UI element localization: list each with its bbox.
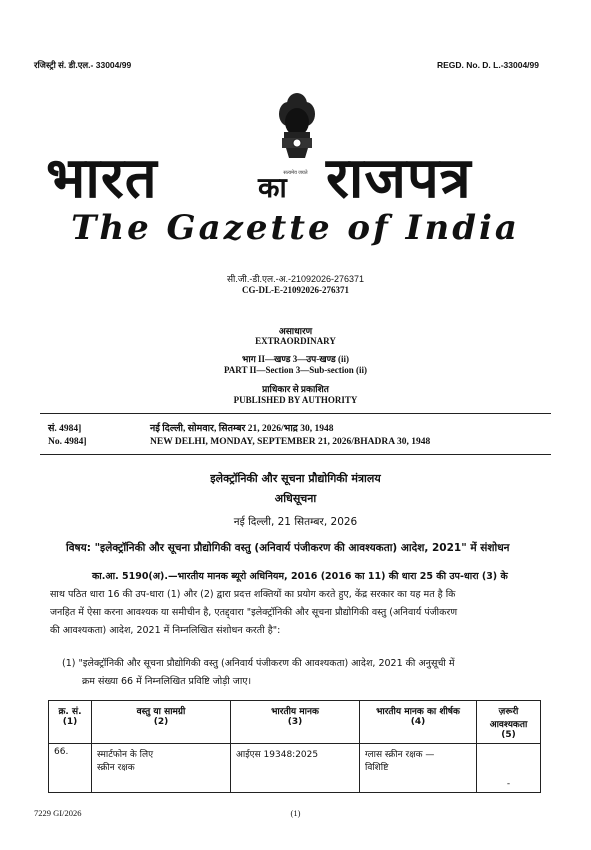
masthead-hindi-ka: का — [258, 171, 287, 204]
notification-subject: विषय: "इलेक्ट्रॉनिकी और सूचना प्रौद्योगिकी वस्तु (अनिवार्य पंजीकरण की आवश्यकता) आदेश, 2021" में संशोधन — [66, 542, 510, 554]
cgdl-number-english: CG-DL-E-21092026-276371 — [242, 285, 349, 295]
masthead-hindi — [0, 142, 591, 212]
table-cell-standard: आईएस 19348:2025 — [231, 744, 360, 793]
table-row — [49, 744, 541, 793]
authority-hindi: प्राधिकार से प्रकाशित — [262, 384, 329, 394]
masthead-english: The Gazette of India — [71, 208, 520, 248]
rule-bottom — [40, 454, 551, 455]
table-header-requirement: ज़रूरी आवश्यकता (5) — [477, 701, 541, 744]
emblem-motto: सत्यमेव जयते — [283, 171, 308, 176]
table-cell-requirement: - — [477, 744, 541, 793]
issue-number-english: No. 4984] — [48, 437, 87, 447]
part-section-hindi: भाग II—खण्ड 3—उप-खण्ड (ii) — [242, 354, 349, 364]
notification-heading: अधिसूचना — [274, 492, 317, 505]
para1-line2: साथ पठित धारा 16 की उप-धारा (1) और (2) द्वारा प्रदत्त शक्तियों का प्रयोग करते हुए, केंद्र सरकार का यह मत है कि — [50, 589, 456, 600]
notification-dateline: नई दिल्ली, 21 सितम्बर, 2026 — [233, 516, 358, 528]
table-cell-sno: 66. — [49, 744, 92, 793]
part-section-english: PART II—Section 3—Sub-section (ii) — [223, 365, 368, 375]
table-header-title: भारतीय मानक का शीर्षक (4) — [360, 701, 477, 744]
masthead-hindi-bharat: भारत — [46, 146, 158, 211]
table-header-sno: क्र. सं. (1) — [49, 701, 92, 744]
issue-number-hindi: सं. 4984] — [48, 424, 82, 434]
table-cell-item: स्मार्टफोन के लिए स्क्रीन रक्षक — [92, 744, 231, 793]
footer-code: 7229 GI/2026 — [34, 808, 82, 818]
table-cell-title: ग्लास स्क्रीन रक्षक — विशिष्टि — [360, 744, 477, 793]
para1-line1 — [92, 568, 508, 586]
ministry-title: इलेक्ट्रॉनिकी और सूचना प्रौद्योगिकी मंत्रालय — [210, 472, 381, 485]
issue-place-date-hindi: नई दिल्ली, सोमवार, सितम्बर 21, 2026/भाद्र 30, 1948 — [150, 424, 334, 434]
issue-place-date-english: NEW DELHI, MONDAY, SEPTEMBER 21, 2026/BHADRA 30, 1948 — [150, 437, 431, 447]
authority-english: PUBLISHED BY AUTHORITY — [233, 395, 358, 405]
extraordinary-hindi: असाधारण — [278, 326, 313, 336]
rule-top — [40, 413, 551, 414]
registration-number-hindi: रजिस्ट्री सं. डी.एल.- 33004/99 — [34, 60, 132, 70]
masthead-hindi-rajpatra: राजपत्र — [326, 146, 472, 211]
table-header-item: वस्तु या सामग्री (2) — [92, 701, 231, 744]
table-header-row — [49, 701, 541, 744]
item1-line1: (1) "इलेक्ट्रॉनिकी और सूचना प्रौद्योगिकी वस्तु (अनिवार्य पंजीकरण की आवश्यकता) आदेश, 2021 की अनुसूची में — [62, 658, 455, 669]
registration-number-english: REGD. No. D. L.-33004/99 — [436, 60, 539, 70]
para1-line4: की आवश्यकता) आदेश, 2021 में निम्नलिखित संशोधन करती है": — [50, 625, 281, 636]
cgdl-number-hindi: सी.जी.-डी.एल.-अ.-21092026-276371 — [226, 274, 365, 284]
schedule-table — [48, 700, 541, 793]
extraordinary-english: EXTRAORDINARY — [255, 336, 336, 346]
page-number: (1) — [290, 808, 301, 818]
para1-line1-text: का.आ. 5190(अ).—भारतीय मानक ब्यूरो अधिनियम, 2016 (2016 का 11) की धारा 25 की उप-धारा (3) के — [92, 571, 508, 582]
para1-line3: जनहित में ऐसा करना आवश्यक या समीचीन है, एतद्द्वारा "इलेक्ट्रॉनिकी और सूचना प्रौद्योगिकी वस्तु (अनिवार्य पंजीकरण — [50, 607, 458, 618]
item1-line2: क्रम संख्या 66 में निम्नलिखित प्रविष्टि जोड़ी जाए। — [82, 676, 252, 687]
table-header-standard: भारतीय मानक (3) — [231, 701, 360, 744]
